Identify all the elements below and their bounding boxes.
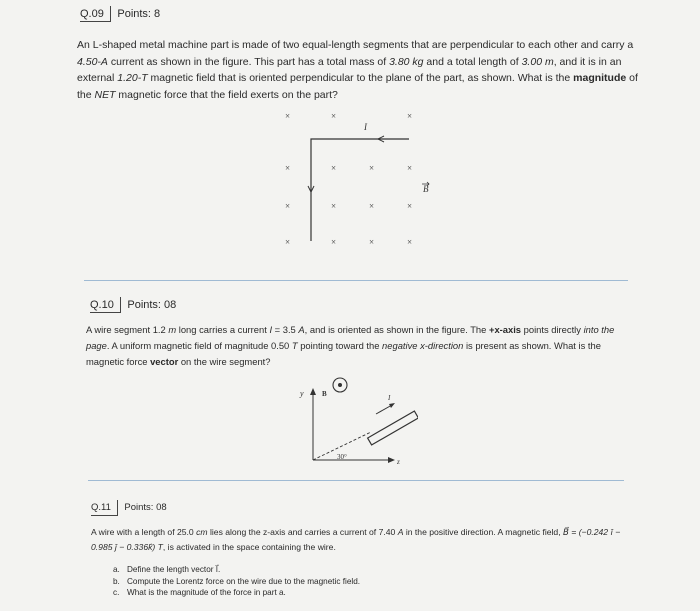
field-marker: × (331, 237, 337, 247)
current-arrow (376, 405, 392, 414)
wire-current-label: I (388, 394, 391, 402)
field-marker: × (285, 201, 291, 211)
z-axis-label: z (397, 458, 400, 466)
y-axis-label: y (300, 389, 304, 398)
q10-figure (288, 372, 418, 472)
q09-header (80, 6, 160, 22)
q11-subquestions (113, 564, 513, 599)
field-marker: × (407, 163, 413, 173)
field-marker: × (407, 237, 413, 247)
list-item: b. Compute the Lorentz force on the wire due to the magnetic field. (113, 576, 361, 586)
field-marker: × (285, 111, 291, 121)
q09-figure (270, 108, 430, 253)
field-marker: × (369, 163, 375, 173)
q10-number: Q.10 (90, 298, 120, 313)
b-label: B (322, 390, 327, 398)
field-marker: × (369, 237, 375, 247)
list-item: a. Define the length vector l⃗. (113, 565, 221, 574)
divider (84, 280, 628, 281)
z-axis-arrow (388, 457, 395, 463)
field-marker: × (331, 163, 337, 173)
q10-header (90, 297, 176, 313)
q11-question-text: A wire with a length of 25.0 cm lies along the z-axis and carries a current of 7.40 A in the positive direction. A magnetic field, B⃗ = (−0.242 î − 0.985 ĵ − 0.336k̂) T, is activated in the space containing the wire. (91, 527, 621, 552)
field-marker: × (285, 163, 291, 173)
field-marker: × (331, 201, 337, 211)
l-shaped-wire (311, 139, 409, 241)
field-marker: × (369, 201, 375, 211)
field-label: B (423, 184, 429, 194)
field-marker: × (407, 201, 413, 211)
field-marker: × (285, 237, 291, 247)
wire-segment (368, 411, 418, 445)
q11-points: Points: 08 (124, 502, 167, 513)
field-marker: × (331, 111, 337, 121)
q11-number: Q.11 (91, 501, 117, 516)
q11-header (91, 500, 167, 516)
divider (88, 480, 624, 481)
list-item: c. What is the magnitude of the force in part a. (113, 588, 286, 597)
angle-label: 30° (337, 453, 347, 461)
field-marker: × (407, 111, 413, 121)
current-label: I (364, 122, 367, 132)
q09-number: Q.09 (80, 7, 110, 22)
q10-points: Points: 08 (127, 299, 177, 311)
q09-points: Points: 8 (117, 8, 161, 20)
q10-question-text: A wire segment 1.2 m long carries a current I = 3.5 A, and is oriented as shown in the figure. The +x-axis points directly into the page. A uniform magnetic field of magnitude 0.50 T pointing toward the negative x-direction is present as shown. What is the magnetic force vector on the wire segment? (86, 324, 615, 367)
q09-question-text: An L-shaped metal machine part is made of two equal-length segments that are perpendicular to each other and carry a 4.50-A current as shown in the figure. This part has a total mass of 3.80 kg and a total length of 3.00 m, and it is in an external 1.20-T magnetic field that is oriented perpendicular to the plane of the part, as shown. What is the magnitude of the NET magnetic force that the field exerts on the part? (77, 39, 638, 101)
field-markers (285, 111, 412, 247)
y-axis-arrow (310, 388, 316, 395)
